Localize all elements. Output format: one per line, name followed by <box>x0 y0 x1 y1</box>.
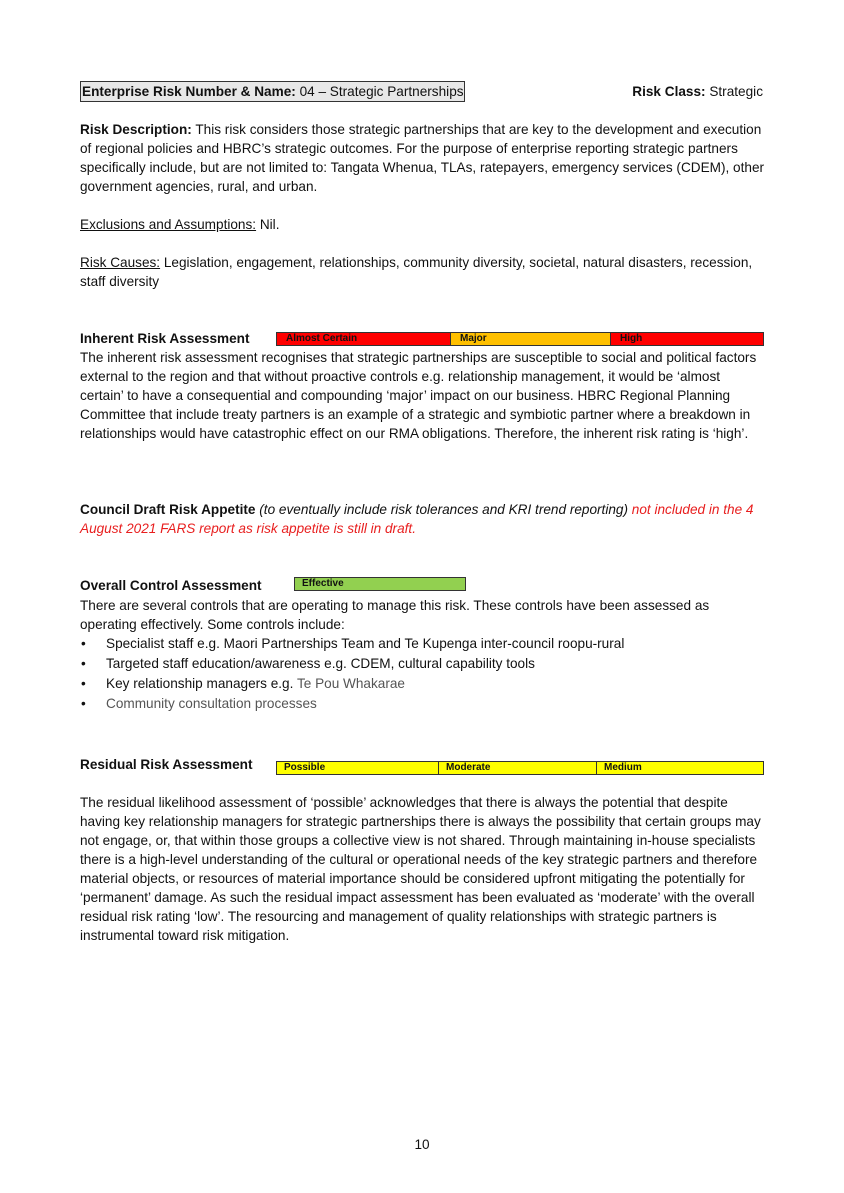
page-number: 10 <box>414 1137 430 1152</box>
inherent-rating-bar <box>276 332 764 346</box>
control-item-gray: Te Pou Whakarae <box>296 676 405 691</box>
residual-likelihood-cell <box>277 762 439 774</box>
inherent-impact-label: Major <box>460 333 487 344</box>
residual-rating-cell <box>597 762 763 774</box>
risk-class-label: Risk Class: <box>632 84 706 99</box>
risk-number-label: Enterprise Risk Number & Name: <box>82 84 296 99</box>
bullet-icon: • <box>81 636 86 651</box>
exclusions-assumptions <box>80 215 766 234</box>
risk-appetite <box>80 500 766 538</box>
inherent-likelihood-label: Almost Certain <box>286 333 358 344</box>
inherent-likelihood-cell <box>277 333 451 345</box>
risk-description-text: This risk considers those strategic partnerships that are key to the development and execution of regional policies and HBRC’s strategic outcomes. For the purpose of enterprise reporting strategic partners specifically include, but are not limited to: Tangata Whenua, TLAs, ratepayers, emergency services (CDEM), other government agencies, rural, and urban. <box>80 122 765 194</box>
risk-appetite-note: (to eventually include risk tolerances and KRI trend reporting) <box>259 502 628 517</box>
risk-class <box>632 82 763 101</box>
risk-causes-text: Legislation, engagement, relationships, community diversity, societal, natural disasters, recession, staff diversity <box>80 255 753 289</box>
residual-likelihood-label: Possible <box>284 762 326 773</box>
control-item-text: Specialist staff e.g. Maori Partnerships Team and Te Kupenga inter-council roopu-rural <box>106 636 625 651</box>
residual-risk-text: The residual likelihood assessment of ‘possible’ acknowledges that there is always the potential that despite having key relationship managers for strategic partnerships there is always the possibility that certain groups may not engage, or, that within those groups a collective view is not shared. Through maintaining in-house specialists there is a high-level understanding of the cultural or operational needs of the key strategic partners and therefore material objects, or resources of material importance should be considered upfront mitigating the potentially for ‘permanent’ damage. As such the residual impact assessment has been evaluated as ‘moderate’ with the overall residual risk rating ‘low’. The resourcing and management of quality relationships with strategic partners is instrumental toward risk mitigation. <box>80 795 761 943</box>
control-rating-label: Effective <box>302 578 344 589</box>
risk-number-value: 04 – Strategic Partnerships <box>299 84 464 99</box>
list-item <box>80 634 766 654</box>
bullet-icon: • <box>81 696 86 711</box>
residual-risk-heading: Residual Risk Assessment <box>80 757 253 772</box>
risk-description-label: Risk Description: <box>80 122 192 137</box>
control-rating-bar <box>294 577 466 591</box>
list-item <box>80 694 766 714</box>
inherent-rating-cell <box>611 333 763 345</box>
control-assessment-heading: Overall Control Assessment <box>80 578 262 593</box>
bullet-icon: • <box>81 656 86 671</box>
exclusions-label: Exclusions and Assumptions: <box>80 217 257 232</box>
inherent-risk-heading: Inherent Risk Assessment <box>80 331 250 346</box>
residual-rating-label: Medium <box>604 762 642 773</box>
control-item-text: Key relationship managers e.g. <box>106 676 297 691</box>
risk-appetite-heading: Council Draft Risk Appetite <box>80 502 256 517</box>
list-item <box>80 654 766 674</box>
exclusions-text: Nil. <box>259 217 280 232</box>
residual-impact-label: Moderate <box>446 762 491 773</box>
risk-appetite-draft-note: not included in the 4 August 2021 FARS report as risk appetite is still in draft. <box>80 502 754 536</box>
list-item <box>80 674 766 694</box>
control-item-text: Targeted staff education/awareness e.g. CDEM, cultural capability tools <box>106 656 535 671</box>
inherent-impact-cell <box>451 333 611 345</box>
inherent-risk-text: The inherent risk assessment recognises that strategic partnerships are susceptible to social and political factors external to the region and that without proactive controls e.g. relationship management, it would be ‘almost certain’ to have a consequential and compounding ‘major’ impact on our business. HBRC Regional Planning Committee that include treaty partners is an example of a strategic and symbiotic partner where a breakdown in relationships would have catastrophic effect on our RMA obligations. Therefore, the inherent risk rating is ‘high’. <box>80 350 757 441</box>
risk-causes-label: Risk Causes: <box>80 255 161 270</box>
inherent-rating-label: High <box>620 333 643 344</box>
risk-description <box>80 120 766 196</box>
risk-class-value: Strategic <box>709 84 763 99</box>
control-item-gray: Community consultation processes <box>106 696 317 711</box>
bullet-icon: • <box>81 676 86 691</box>
control-list <box>80 634 766 714</box>
control-assessment-text: There are several controls that are operating to manage this risk. These controls have been assessed as operating effectively. Some controls include: <box>80 598 710 632</box>
risk-causes <box>80 253 766 291</box>
control-rating-cell <box>295 578 465 590</box>
residual-rating-bar <box>276 761 764 775</box>
risk-title-box <box>80 81 465 102</box>
residual-impact-cell <box>439 762 597 774</box>
